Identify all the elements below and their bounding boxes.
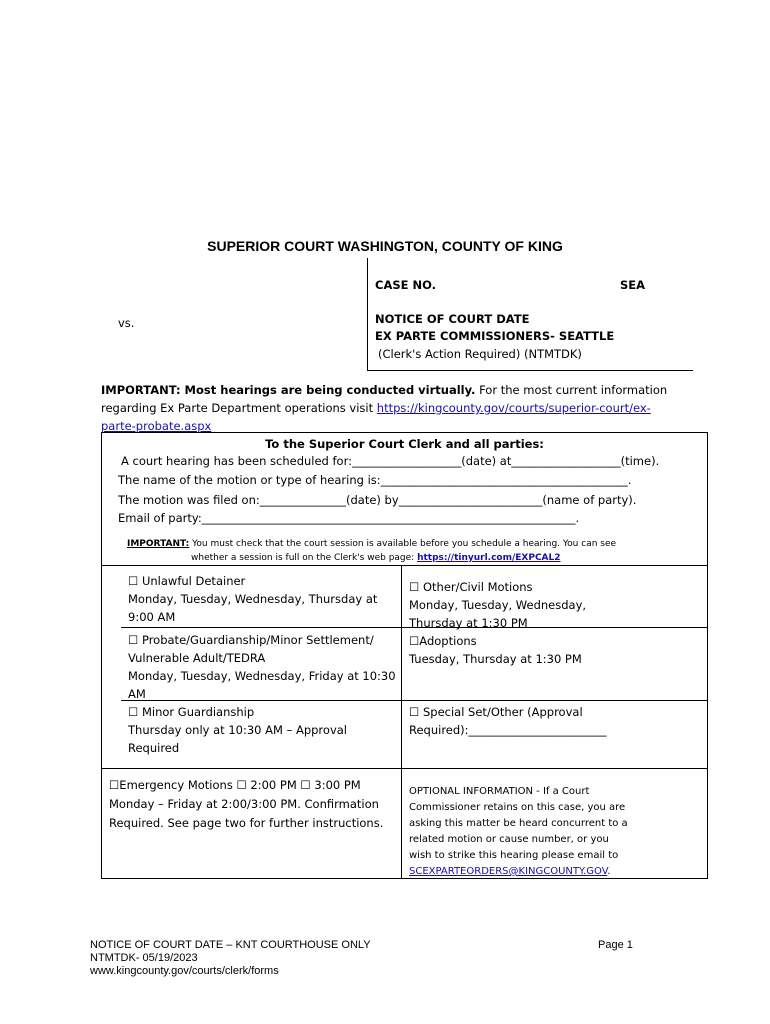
clerk-box-heading: To the Superior Court Clerk and all parties: [265, 437, 544, 451]
other-civil-checkbox[interactable]: ☐ Other/Civil Motions [409, 580, 533, 594]
footer-info [90, 939, 371, 978]
important-text2: regarding Ex Parte Department operations visit [101, 401, 377, 415]
caption-underline [367, 370, 693, 371]
unlawful-detainer-option[interactable] [128, 572, 377, 626]
optional-info [409, 784, 628, 880]
court-title: SUPERIOR COURT WASHINGTON, COUNTY OF KING [207, 238, 563, 254]
important-paragraph [101, 381, 701, 435]
row-divider-1 [121, 627, 401, 628]
caption-divider [367, 258, 368, 370]
other-civil-option[interactable] [409, 578, 586, 632]
minor-guardianship-required: Required [128, 741, 180, 755]
sea-label: SEA [620, 278, 646, 292]
special-set-checkbox[interactable]: ☐ Special Set/Other (Approval [409, 705, 583, 719]
other-civil-time: Thursday at 1:30 PM [409, 616, 528, 630]
minor-guardianship-schedule: Thursday only at 10:30 AM – Approval [128, 723, 347, 737]
unlawful-detainer-time: 9:00 AM [128, 610, 176, 624]
unlawful-detainer-checkbox[interactable]: ☐ Unlawful Detainer [128, 574, 246, 588]
table-column-divider [401, 566, 402, 879]
notice-title-line2: EX PARTE COMMISSIONERS- SEATTLE [375, 329, 615, 343]
probate-time: AM [128, 687, 146, 701]
footer-form-code: NTMTDK- 05/19/2023 [90, 952, 198, 964]
special-set-required: Required):________________________ [409, 723, 607, 737]
emergency-checkbox[interactable]: ☐Emergency Motions ☐ 2:00 PM ☐ 3:00 PM [109, 778, 361, 792]
session-note-text2: whether a session is full on the Clerk's web page: [191, 553, 418, 563]
adoptions-schedule: Tuesday, Thursday at 1:30 PM [409, 652, 582, 666]
session-note-line1 [127, 537, 616, 551]
session-note-text1: You must check that the court session is available before you schedule a hearing. You can see [189, 539, 617, 549]
expcal-link[interactable]: https://tinyurl.com/EXPCAL2 [417, 553, 561, 563]
emergency-instructions: Required. See page two for further instructions. [109, 816, 384, 830]
filed-on-line: The motion was filed on:_______________(date) by_________________________(name of party). [118, 493, 637, 507]
important-text1: For the most current information [475, 383, 668, 397]
adoptions-checkbox[interactable]: ☐Adoptions [409, 634, 477, 648]
adoptions-option[interactable] [409, 632, 582, 668]
ex-parte-orders-email-link[interactable]: SCEXPARTEORDERS@KINGCOUNTY.GOV [409, 866, 608, 877]
probate-checkbox[interactable]: ☐ Probate/Guardianship/Minor Settlement/ [128, 633, 374, 647]
row-divider-2b [401, 700, 708, 701]
page-number: Page 1 [598, 939, 633, 951]
emergency-option[interactable] [109, 776, 383, 833]
party-email-line: Email of party:_________________________________________________________________. [118, 511, 580, 525]
session-note-line2 [191, 551, 561, 565]
notice-title-line1: NOTICE OF COURT DATE [375, 312, 530, 326]
hearing-date-line: A court hearing has been scheduled for:___________________(date) at___________________(time). [121, 454, 660, 468]
optional-info-line2: Commissioner retains on this case, you are [409, 802, 626, 813]
special-set-option[interactable] [409, 703, 607, 739]
probate-option[interactable] [128, 631, 396, 703]
vs-label: vs. [118, 316, 135, 330]
important-lead: IMPORTANT: Most hearings are being conducted virtually. [101, 383, 476, 397]
optional-info-line3: asking this matter be heard concurrent to a [409, 818, 628, 829]
notice-title-line3: (Clerk's Action Required) (NTMTDK) [378, 347, 582, 361]
probate-schedule: Monday, Tuesday, Wednesday, Friday at 10:30 [128, 669, 396, 683]
motion-name-line: The name of the motion or type of hearing is:___________________________________________. [118, 473, 632, 487]
emergency-schedule: Monday – Friday at 2:00/3:00 PM. Confirmation [109, 797, 379, 811]
footer-url: www.kingcounty.gov/courts/clerk/forms [90, 965, 279, 977]
optional-info-line4: related motion or cause number, or you [409, 834, 609, 845]
optional-info-period: . [607, 866, 611, 877]
unlawful-detainer-schedule: Monday, Tuesday, Wednesday, Thursday at [128, 592, 378, 606]
minor-guardianship-option[interactable] [128, 703, 347, 757]
case-number-label: CASE NO. [375, 278, 436, 292]
minor-guardianship-checkbox[interactable]: ☐ Minor Guardianship [128, 705, 255, 719]
ex-parte-link-cont[interactable]: parte-probate.aspx [101, 419, 212, 433]
footer-form-title: NOTICE OF COURT DATE – KNT COURTHOUSE ONLY [90, 939, 371, 951]
ex-parte-link[interactable]: https://kingcounty.gov/courts/superior-court/ex- [376, 401, 651, 415]
other-civil-schedule: Monday, Tuesday, Wednesday, [409, 598, 587, 612]
optional-info-line5: wish to strike this hearing please email to [409, 850, 619, 861]
session-note-label: IMPORTANT: [127, 539, 190, 549]
optional-info-line1: OPTIONAL INFORMATION - If a Court [409, 786, 590, 797]
probate-desc: Vulnerable Adult/TEDRA [128, 651, 266, 665]
row-divider-3 [101, 768, 708, 769]
